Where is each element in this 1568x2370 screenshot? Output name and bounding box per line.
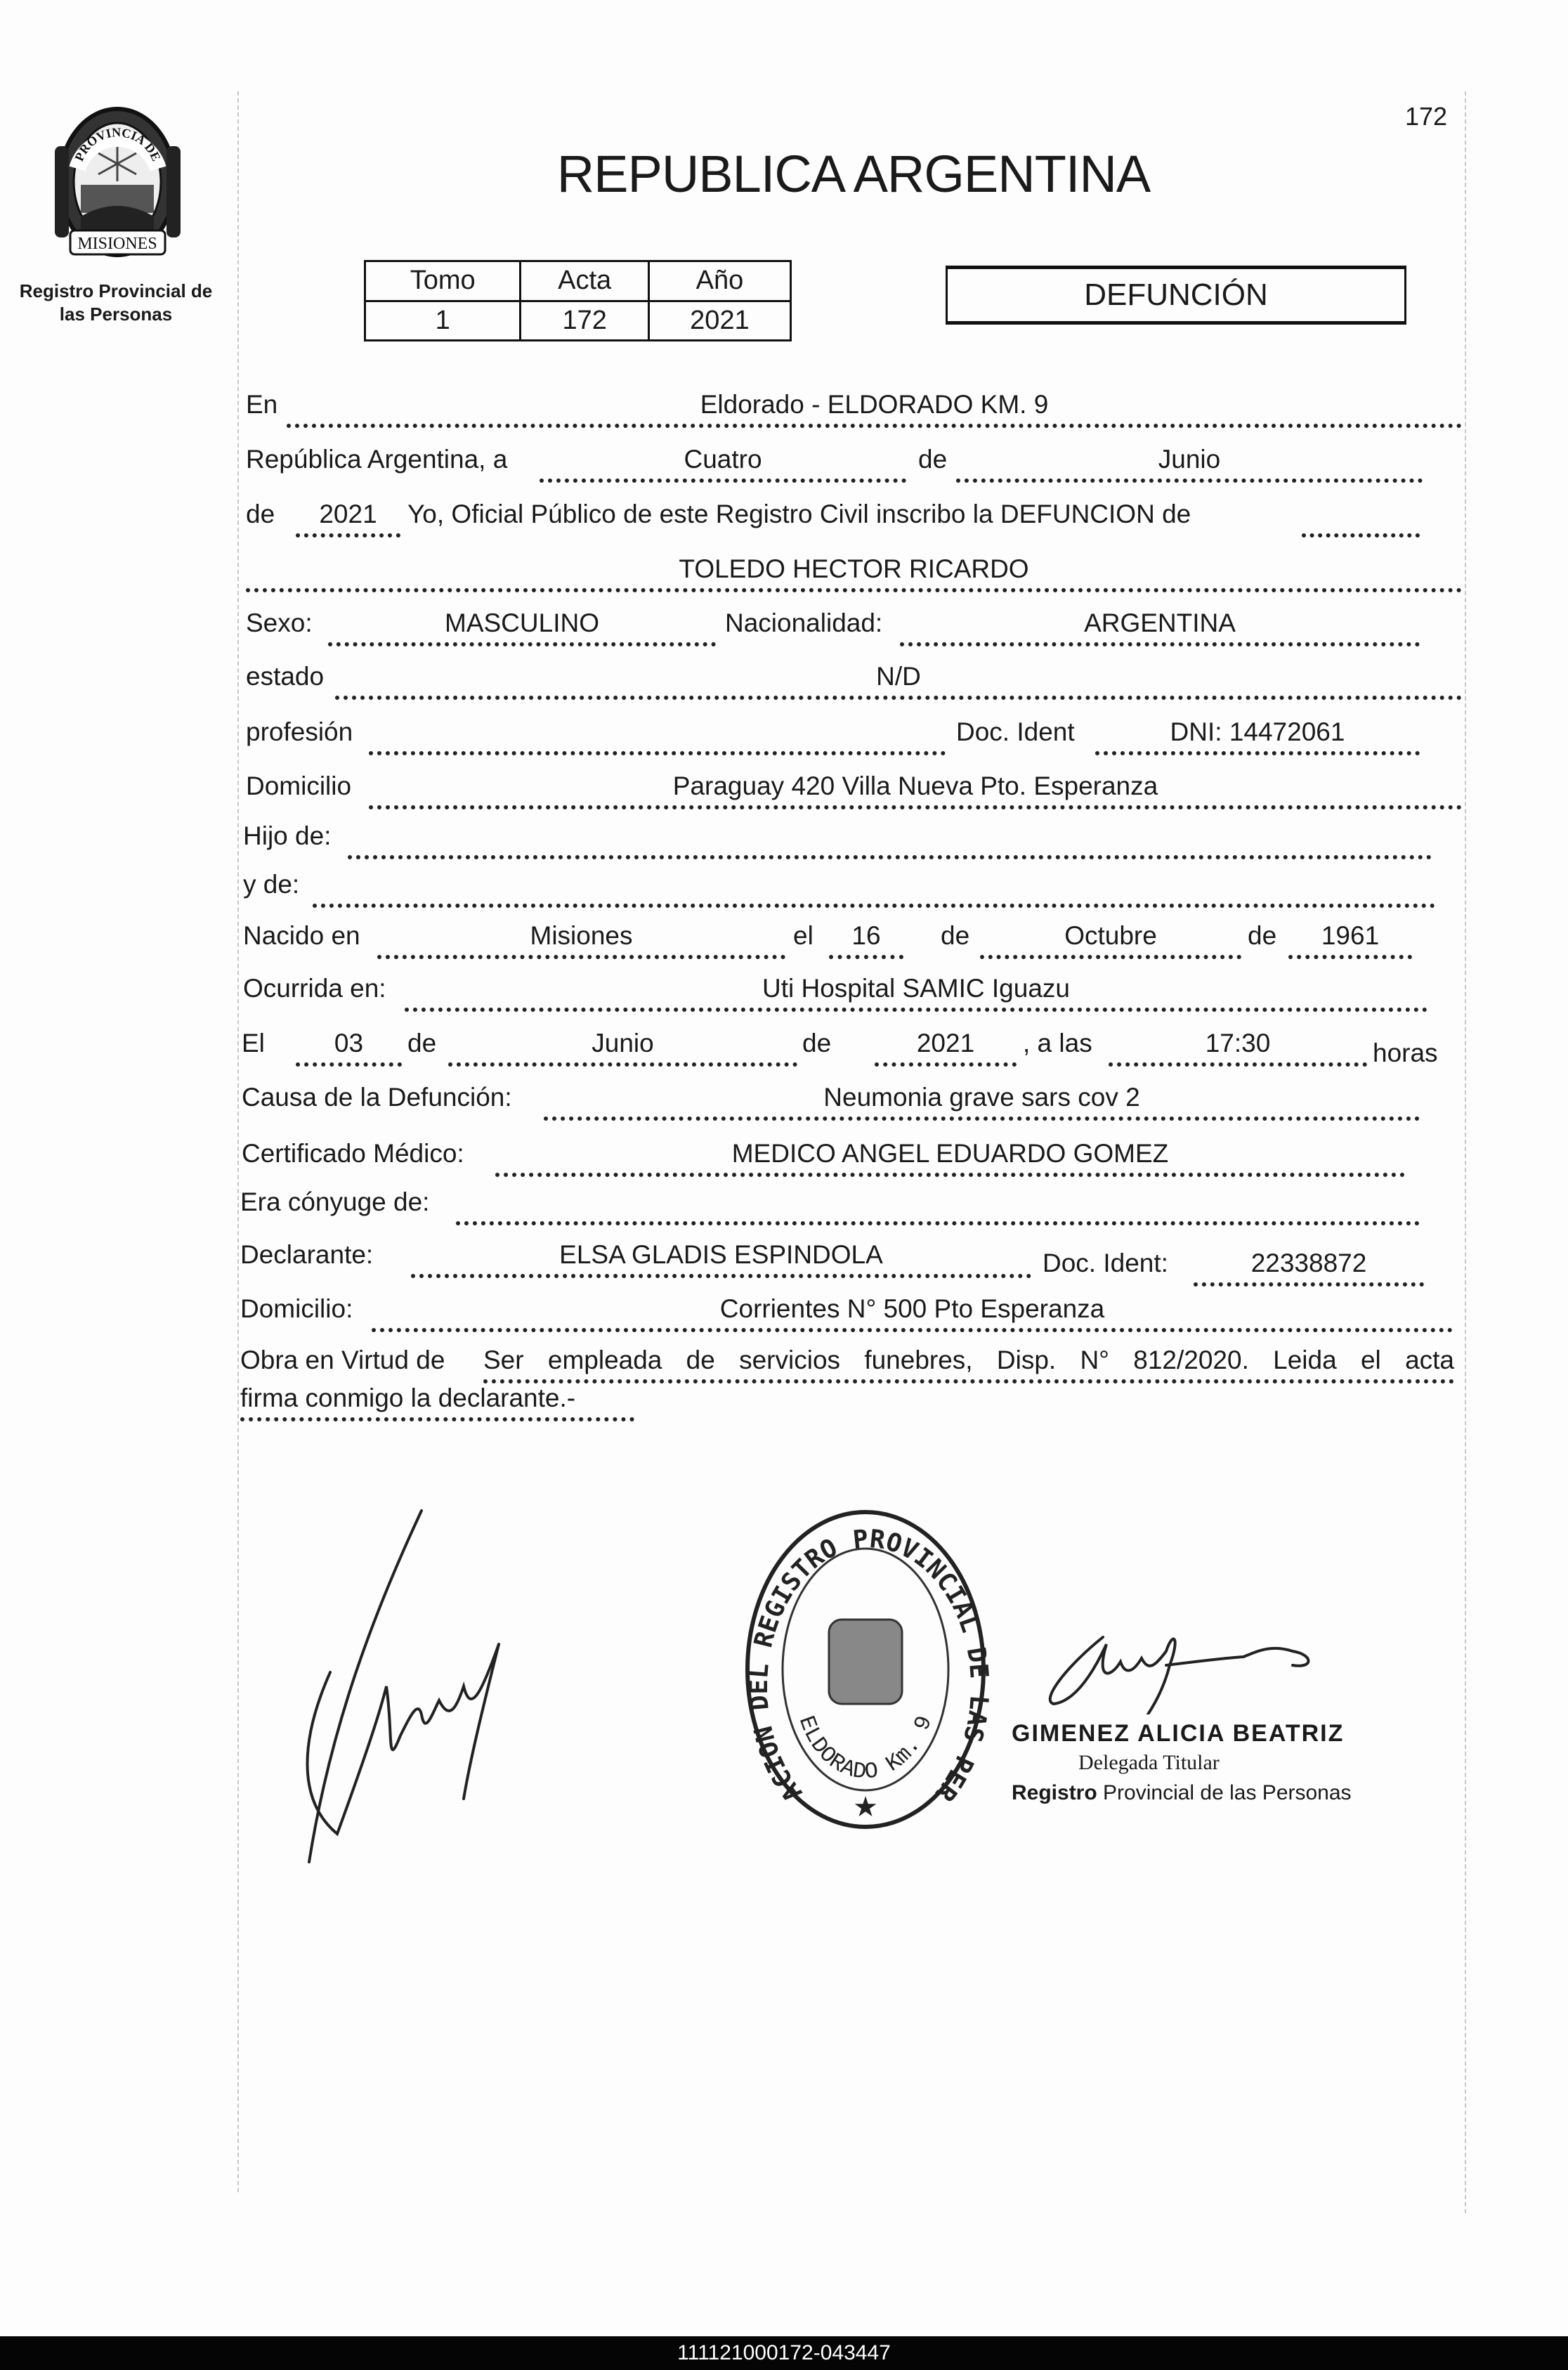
row-declarante	[0, 1239, 1568, 1281]
document-code-footer: 111121000172-043447	[0, 2336, 1568, 2370]
officer-name: GIMENEZ ALICIA BEATRIZ	[1012, 1720, 1345, 1747]
field-estado: N/D	[335, 660, 1462, 700]
field-sexo: MASCULINO	[328, 607, 716, 646]
label-yo: Yo, Oficial Público de este Registro Civil inscribo la DEFUNCION de	[407, 500, 1191, 528]
field-doc-ident: DNI: 14472061	[1095, 716, 1420, 755]
field-death-month: Junio	[448, 1027, 797, 1067]
field-birth-day: 16	[829, 920, 903, 959]
field-birth-year: 1961	[1288, 920, 1412, 959]
field-conyuge	[456, 1186, 1420, 1225]
logo-bottom-text: MISIONES	[77, 235, 157, 253]
label-de: de	[407, 1029, 437, 1057]
row-causa	[0, 1081, 1568, 1124]
label-horas: horas	[1373, 1038, 1438, 1067]
field-hijo-de	[348, 820, 1432, 859]
label-nacionalidad: Nacionalidad:	[725, 608, 883, 637]
logo-top-text: PROVINCIA DE	[72, 125, 164, 164]
field-day: Cuatro	[540, 443, 906, 483]
header-ano: Año	[648, 261, 790, 301]
record-table	[364, 260, 792, 341]
field-decl-doc: 22338872	[1194, 1247, 1424, 1287]
field-profesion	[369, 716, 946, 755]
stamp-inner-text: ELDORADO Km. 9	[792, 1712, 939, 1785]
row-year	[0, 498, 1568, 540]
record-type-box: DEFUNCIÓN	[946, 266, 1406, 325]
label-el: El	[242, 1029, 265, 1057]
label-de: de	[1248, 921, 1277, 950]
field-place: Eldorado - ELDORADO KM. 9	[287, 389, 1462, 428]
row-estado	[0, 660, 1568, 703]
record-table-header	[365, 261, 791, 301]
label-en: En	[246, 390, 278, 419]
field-blank	[1302, 498, 1420, 538]
page-number: 172	[1405, 102, 1448, 131]
label-decl-domicilio: Domicilio:	[240, 1294, 353, 1323]
label-sexo: Sexo:	[246, 608, 313, 637]
row-nacido	[0, 920, 1568, 962]
official-stamp	[739, 1504, 992, 1841]
label-conyuge: Era cónyuge de:	[240, 1187, 430, 1216]
field-ocurrida-en: Uti Hospital SAMIC Iguazu	[405, 972, 1427, 1012]
field-declarante: ELSA GLADIS ESPINDOLA	[411, 1239, 1031, 1278]
star-icon: ★	[853, 1792, 878, 1823]
label-hijo-de: Hijo de:	[243, 821, 332, 850]
row-profesion	[0, 716, 1568, 758]
row-decl-domicilio	[0, 1293, 1568, 1335]
field-decl-domicilio: Corrientes N° 500 Pto Esperanza	[372, 1293, 1453, 1332]
officer-office	[1012, 1781, 1352, 1805]
registry-name	[7, 280, 225, 326]
row-name	[0, 553, 1568, 595]
label-domicilio: Domicilio	[246, 771, 352, 800]
province-coat-of-arms-logo	[42, 104, 193, 260]
officer-office-rest: Provincial de las Personas	[1103, 1781, 1352, 1804]
field-domicilio: Paraguay 420 Villa Nueva Pto. Esperanza	[369, 770, 1462, 809]
field-y-de	[313, 868, 1435, 908]
row-conyuge	[0, 1186, 1568, 1228]
row-hijo-de	[0, 820, 1568, 862]
header-acta: Acta	[521, 261, 648, 301]
value-ano: 2021	[648, 301, 790, 341]
header-tomo: Tomo	[365, 261, 521, 301]
row-en	[0, 389, 1568, 431]
label-profesion: profesión	[246, 717, 353, 746]
value-acta: 172	[521, 301, 648, 341]
row-sexo	[0, 607, 1568, 649]
field-obra-line-1: Ser empleada de servicios funebres, Disp. N° 812/2020. Leida el acta	[483, 1344, 1454, 1383]
row-y-de	[0, 868, 1568, 911]
label-ocurrida-en: Ocurrida en:	[243, 974, 386, 1003]
row-date	[0, 443, 1568, 486]
row-obra-2	[0, 1382, 1568, 1424]
record-table-values	[365, 301, 791, 341]
label-declarante: Declarante:	[240, 1240, 374, 1269]
label-decl-doc: Doc. Ident:	[1043, 1249, 1168, 1277]
field-nacido-en: Misiones	[377, 920, 785, 959]
row-certificado	[0, 1138, 1568, 1180]
label-nacido-en: Nacido en	[243, 921, 360, 950]
officer-office-bold: Registro	[1012, 1781, 1097, 1804]
declarant-signature	[288, 1504, 527, 1869]
stamp-outer-text: ACION DEL REGISTRO PROVINCIAL DE LAS PER	[744, 1525, 992, 1807]
field-certificado: MEDICO ANGEL EDUARDO GOMEZ	[495, 1138, 1405, 1177]
field-birth-month: Octubre	[980, 920, 1241, 959]
registry-line-2: las Personas	[59, 304, 173, 325]
label-a-las: , a las	[1023, 1029, 1092, 1057]
label-de: de	[941, 921, 970, 950]
label-certificado: Certificado Médico:	[242, 1139, 464, 1168]
field-death-time: 17:30	[1109, 1027, 1367, 1067]
field-causa: Neumonia grave sars cov 2	[544, 1081, 1420, 1121]
officer-signature	[1026, 1623, 1342, 1714]
value-tomo: 1	[365, 301, 521, 341]
row-obra	[0, 1344, 1568, 1386]
registry-line-1: Registro Provincial de	[19, 280, 213, 301]
label-el: el	[793, 921, 814, 950]
label-doc-ident: Doc. Ident	[956, 717, 1075, 746]
field-death-year: 2021	[875, 1027, 1017, 1067]
row-ocurrida	[0, 972, 1568, 1015]
row-domicilio	[0, 770, 1568, 812]
page-title: REPUBLICA ARGENTINA	[556, 145, 1151, 203]
field-deceased-name: TOLEDO HECTOR RICARDO	[246, 553, 1462, 592]
label-de: de	[918, 445, 948, 474]
field-death-day: 03	[296, 1027, 402, 1067]
label-obra: Obra en Virtud de	[240, 1346, 445, 1374]
label-y-de: y de:	[243, 870, 300, 899]
label-estado: estado	[246, 662, 325, 691]
row-death-date	[0, 1027, 1568, 1069]
officer-role: Delegada Titular	[1078, 1751, 1220, 1774]
label-causa: Causa de la Defunción:	[242, 1083, 512, 1112]
label-republica: República Argentina, a	[246, 445, 508, 474]
field-obra-line-2: firma conmigo la declarante.-	[240, 1382, 634, 1421]
field-nacionalidad: ARGENTINA	[900, 607, 1420, 646]
field-month: Junio	[956, 443, 1423, 483]
label-de: de	[246, 500, 275, 528]
label-de: de	[802, 1029, 832, 1057]
field-year: 2021	[296, 498, 400, 538]
